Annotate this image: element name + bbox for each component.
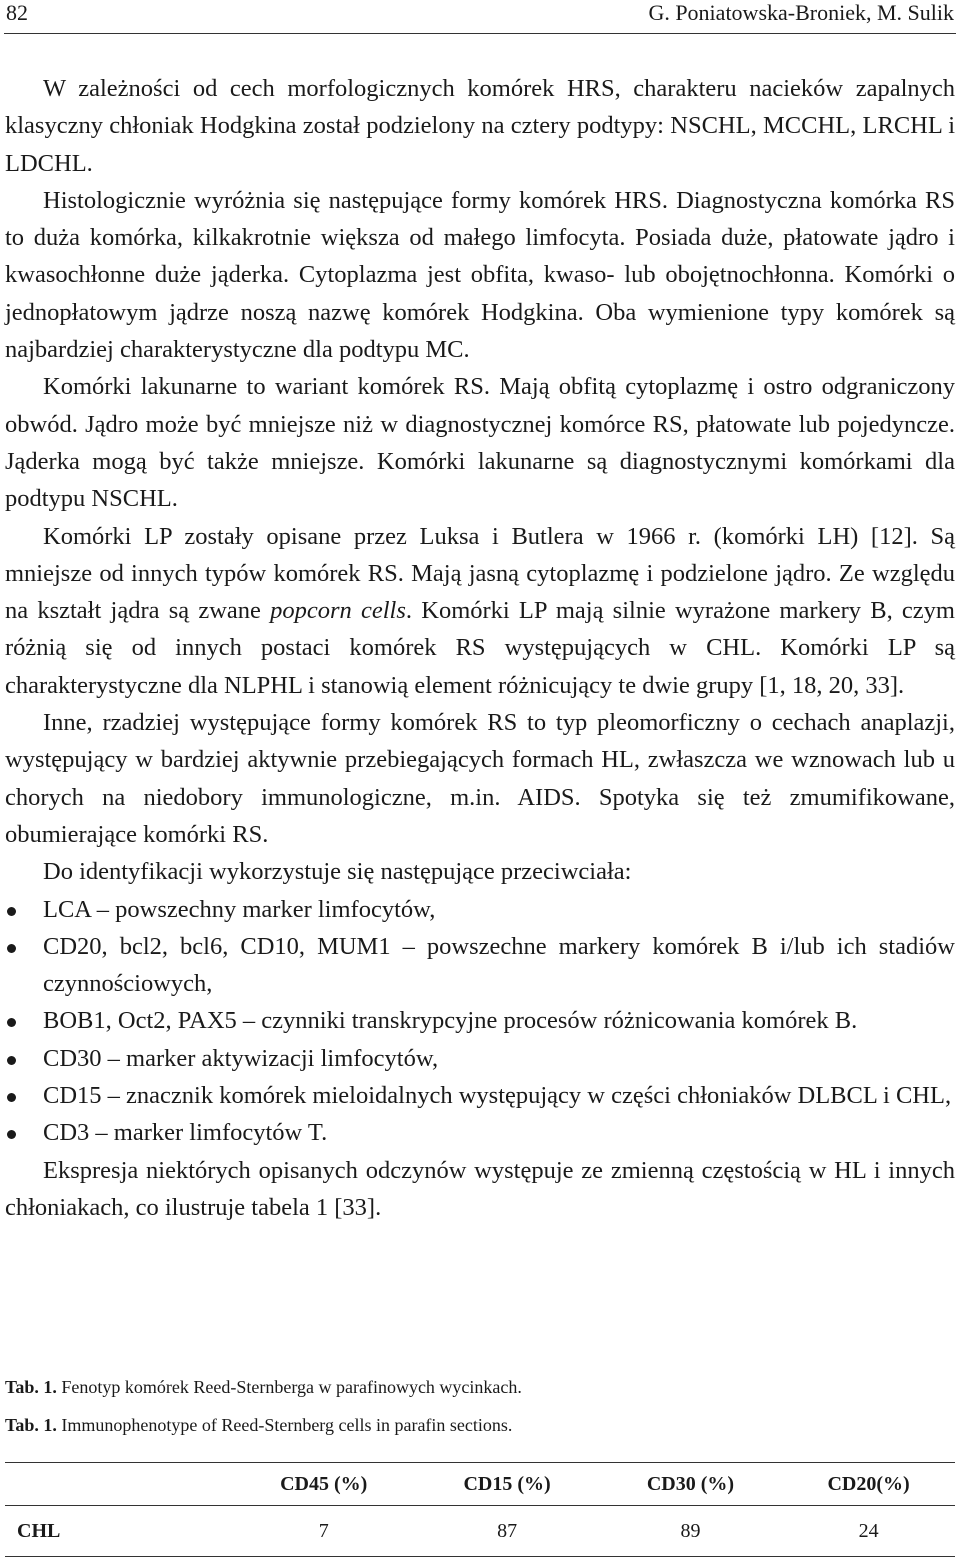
table-cell: 89	[680, 1519, 701, 1542]
list-item-text: BOB1, Oct2, PAX5 – czynniki transkrypcyjne procesów różnicowania komórek B.	[43, 1007, 858, 1035]
paragraph-lp-text-1: Komórki LP zostały opisane przez Luksa i Butlera w 1966 r. (komórki LH) [12]. Są mniejsze od innych typów komórek RS. Mają jasną cytoplazmę i podzielone jądro. Ze względu na kształt jądra są zwane	[5, 522, 955, 625]
paragraph-lacunar-cells: Komórki lakunarne to wariant komórek RS. Mają obfitą cytoplazmę i ostro odgraniczony obwód. Jądro może być mniejsze niż w diagnostycznej komórce RS, płatowate lub pojedyncze. Jąderka mogą być także mniejsze. Komórki lakunarne są diagnostycznymi komórkami dla podtypu NSCHL.	[5, 373, 955, 513]
list-item-text: CD15 – znacznik komórek mieloidalnych występujący w części chłoniaków DLBCL i CHL,	[43, 1082, 952, 1110]
article-body	[5, 70, 955, 1226]
table-cell: 87	[497, 1519, 518, 1542]
list-item-text: CD30 – marker aktywizacji limfocytów,	[43, 1044, 439, 1072]
popcorn-cells-term: popcorn cells	[270, 597, 406, 625]
bullet-icon	[7, 907, 16, 916]
table-cell: 24	[858, 1519, 879, 1542]
paragraph-antibodies-intro: Do identyfikacji wykorzystuje się następujące przeciwciała:	[43, 858, 632, 886]
paragraph-lp-text-2: . Komórki LP mają silnie wyrażone markery B, czym różnią się od innych postaci komórek RS występujących w CHL. Komórki LP są charakterystyczne dla NLPHL i stanowią element różnicujący te dwie grupy [1, 18, 20, 33].	[5, 597, 955, 699]
list-item	[5, 1040, 955, 1077]
list-item-text: CD20, bcl2, bcl6, CD10, MUM1 – powszechne markery komórek B i/lub ich stadiów czynnościowych,	[43, 932, 955, 998]
table-corner-cell	[5, 1463, 232, 1506]
caption-text: Fenotyp komórek Reed-Sternberga w parafinowych wycinkach.	[56, 1377, 522, 1397]
bullet-icon	[7, 1018, 16, 1027]
header-rule	[4, 33, 956, 34]
list-item	[5, 1077, 955, 1114]
paragraph-subtypes: W zależności od cech morfologicznych komórek HRS, charakteru nacieków zapalnych klasyczny chłoniak Hodgkina został podzielony na cztery podtypy: NSCHL, MCCHL, LRCHL i LDCHL.	[5, 75, 955, 177]
antibody-list	[5, 891, 955, 1152]
bullet-icon	[7, 944, 16, 953]
table-caption-en	[5, 1414, 512, 1436]
bullet-icon	[7, 1093, 16, 1102]
column-header-cd20: CD20(%)	[782, 1463, 955, 1506]
phenotype-table	[5, 1462, 955, 1557]
list-item-text: CD3 – marker limfocytów T.	[43, 1119, 328, 1147]
table-cell: 7	[318, 1519, 329, 1542]
bullet-icon	[7, 1056, 16, 1065]
list-item	[5, 891, 955, 928]
list-item	[5, 928, 955, 1003]
paragraph-hrs-forms: Histologicznie wyróżnia się następujące formy komórek HRS. Diagnostyczna komórka RS to duża komórka, kilkakrotnie większa od małego limfocyta. Posiada duże, płatowate jądro i kwasochłonne duże jąderka. Cytoplazma jest obfita, kwaso- lub obojętnochłonna. Komórki o jednopłatowym jądrze noszą nazwę komórek Hodgkina. Oba wymienione typy komórek są najbardziej charakterystyczne dla podtypu MC.	[5, 186, 955, 364]
paragraph-other-forms: Inne, rzadziej występujące formy komórek RS to typ pleomorficzny o cechach anaplazji, występujący w bardziej aktywnie przebiegających formach HL, zwłaszcza we wznowach lub u chorych na niedobory immunologiczne, m.in. AIDS. Spotyka się też zmumifikowane, obumierające komórki RS.	[5, 709, 955, 848]
page-header	[4, 0, 956, 28]
caption-label: Tab. 1.	[5, 1415, 57, 1435]
list-item-text: LCA – powszechny marker limfocytów,	[43, 895, 436, 923]
list-item	[5, 1114, 955, 1151]
column-header-cd30: CD30 (%)	[599, 1463, 782, 1506]
table-caption-pl	[5, 1376, 522, 1398]
running-head: G. Poniatowska-Broniek, M. Sulik	[648, 0, 954, 25]
table-row	[5, 1506, 955, 1557]
paragraph-lp-cells	[5, 518, 955, 704]
caption-label: Tab. 1.	[5, 1377, 57, 1397]
caption-text: Immunophenotype of Reed-Sternberg cells in parafin sections.	[56, 1415, 513, 1435]
page-number: 82	[6, 0, 28, 25]
list-item	[5, 1002, 955, 1039]
bullet-icon	[7, 1130, 16, 1139]
column-header-cd15: CD15 (%)	[415, 1463, 598, 1506]
paragraph-expression: Ekspresja niektórych opisanych odczynów występuje ze zmienną częstością w HL i innych chłoniakach, co ilustruje tabela 1 [33].	[5, 1156, 955, 1221]
row-label: CHL	[17, 1519, 61, 1542]
column-header-cd45: CD45 (%)	[232, 1463, 415, 1506]
table-header-row	[5, 1463, 955, 1506]
